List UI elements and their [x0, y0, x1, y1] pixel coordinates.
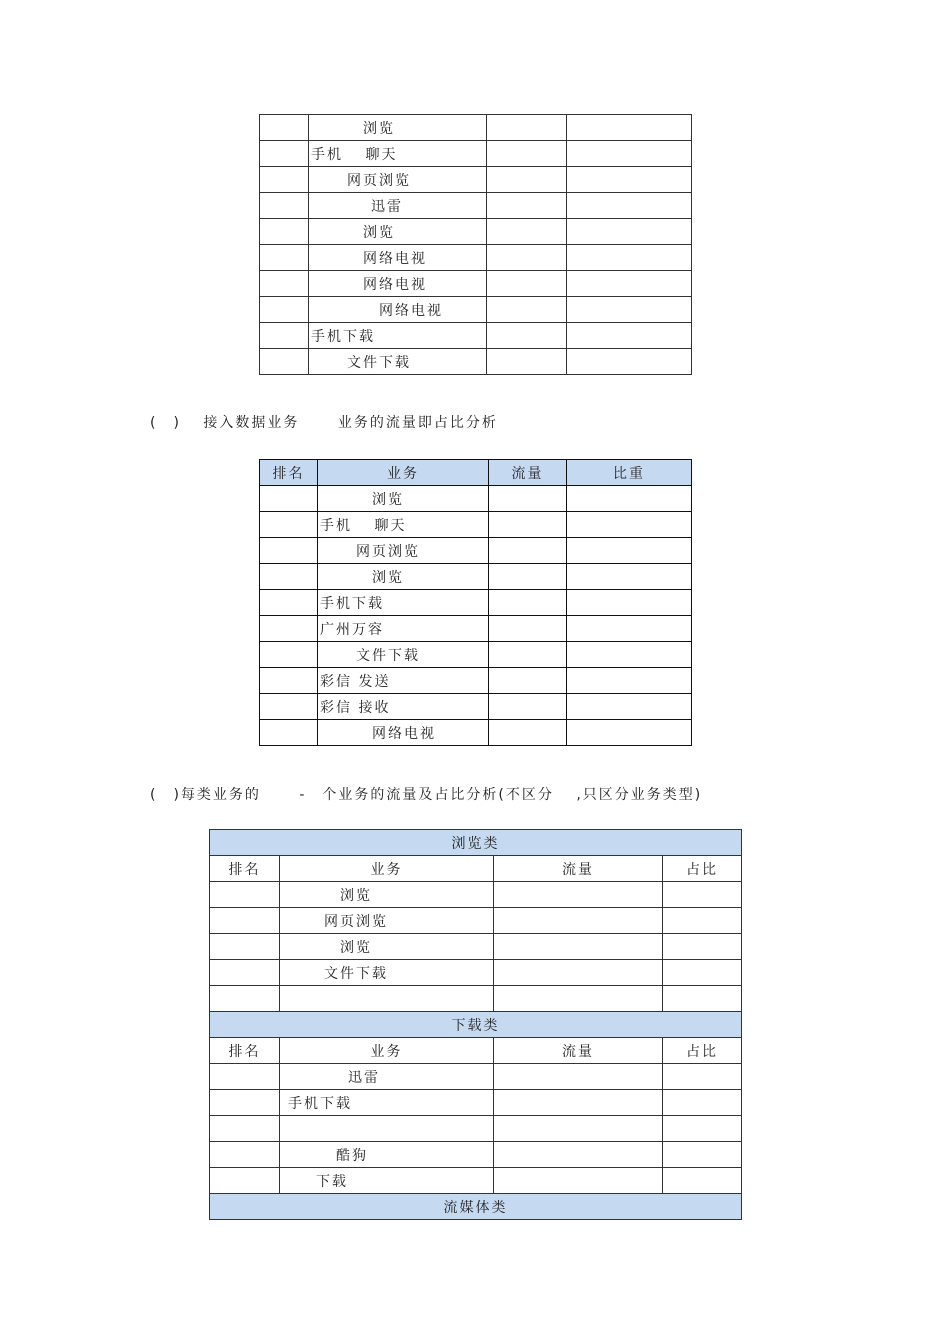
rank-cell — [260, 349, 309, 375]
traffic-cell — [489, 694, 567, 720]
share-cell — [663, 908, 742, 934]
service-table-continued — [259, 114, 692, 375]
traffic-cell — [489, 564, 567, 590]
rank-cell — [260, 668, 318, 694]
table-row — [260, 349, 692, 375]
table-row — [210, 1064, 742, 1090]
category-title: 浏览类 — [210, 830, 742, 856]
table-row — [210, 1142, 742, 1168]
service-cell: 浏览 — [318, 564, 489, 590]
rank-cell — [260, 115, 309, 141]
rank-cell — [260, 323, 309, 349]
share-cell — [663, 1090, 742, 1116]
traffic-cell — [487, 167, 567, 193]
rank-cell — [210, 908, 280, 934]
traffic-cell — [487, 193, 567, 219]
rank-cell — [260, 538, 318, 564]
service-cell: 网页浏览 — [280, 908, 494, 934]
share-cell — [567, 193, 692, 219]
rank-cell — [260, 616, 318, 642]
table-row — [260, 486, 692, 512]
header-service: 业务 — [280, 856, 494, 882]
header-share: 占比 — [663, 856, 742, 882]
traffic-cell — [487, 141, 567, 167]
table-header-row — [210, 1038, 742, 1064]
traffic-cell — [494, 1168, 663, 1194]
share-cell — [567, 694, 692, 720]
service-cell: 网页浏览 — [309, 167, 487, 193]
rank-cell — [260, 720, 318, 746]
traffic-cell — [489, 642, 567, 668]
rank-cell — [260, 590, 318, 616]
service-cell: 浏览 — [280, 934, 494, 960]
table-header-row — [260, 460, 692, 486]
service-cell: 文件下载 — [309, 349, 487, 375]
category-row — [210, 1012, 742, 1038]
table-row — [260, 668, 692, 694]
service-cell: 网络电视 — [309, 271, 487, 297]
share-cell — [663, 1142, 742, 1168]
share-cell — [567, 512, 692, 538]
traffic-cell — [489, 668, 567, 694]
table-row — [210, 986, 742, 1012]
header-rank: 排名 — [210, 856, 280, 882]
category-service-body — [210, 830, 742, 1220]
category-title: 流媒体类 — [210, 1194, 742, 1220]
share-cell — [567, 141, 692, 167]
share-cell — [663, 1064, 742, 1090]
service-cell: 酷狗 — [280, 1142, 494, 1168]
traffic-cell — [489, 590, 567, 616]
rank-cell — [210, 1142, 280, 1168]
table-row — [210, 1090, 742, 1116]
table-row — [260, 115, 692, 141]
section2-caption: ( ) 接入数据业务 业务的流量即占比分析 — [150, 415, 498, 431]
rank-cell — [210, 882, 280, 908]
service-cell: 网络电视 — [309, 245, 487, 271]
share-cell — [663, 986, 742, 1012]
table-row — [210, 1116, 742, 1142]
table-row — [260, 219, 692, 245]
table-row — [210, 934, 742, 960]
rank-cell — [210, 960, 280, 986]
rank-cell — [260, 193, 309, 219]
share-cell — [567, 297, 692, 323]
table-row — [260, 590, 692, 616]
traffic-cell — [494, 882, 663, 908]
share-cell — [567, 349, 692, 375]
service-cell: 浏览 — [309, 219, 487, 245]
rank-cell — [260, 694, 318, 720]
table-row — [260, 512, 692, 538]
data-service-ranking-table — [259, 459, 692, 746]
header-rank: 排名 — [260, 460, 318, 486]
header-service: 业务 — [318, 460, 489, 486]
category-row — [210, 1194, 742, 1220]
table-row — [260, 271, 692, 297]
rank-cell — [260, 141, 309, 167]
traffic-cell — [489, 486, 567, 512]
service-cell: 网页浏览 — [318, 538, 489, 564]
table-row — [260, 694, 692, 720]
traffic-cell — [494, 1064, 663, 1090]
header-traffic: 流量 — [494, 1038, 663, 1064]
service-cell: 网络电视 — [318, 720, 489, 746]
rank-cell — [260, 297, 309, 323]
share-cell — [567, 167, 692, 193]
header-service: 业务 — [280, 1038, 494, 1064]
service-cell: 手机 聊天 — [309, 141, 487, 167]
traffic-cell — [487, 115, 567, 141]
service-cell: 迅雷 — [280, 1064, 494, 1090]
header-traffic: 流量 — [494, 856, 663, 882]
rank-cell — [260, 167, 309, 193]
service-cell — [280, 1116, 494, 1142]
rank-cell — [260, 271, 309, 297]
share-cell — [567, 486, 692, 512]
category-title: 下载类 — [210, 1012, 742, 1038]
service-cell: 手机下载 — [309, 323, 487, 349]
table-row — [260, 564, 692, 590]
share-cell — [567, 590, 692, 616]
traffic-cell — [494, 986, 663, 1012]
category-service-table — [209, 829, 742, 1220]
rank-cell — [260, 245, 309, 271]
share-cell — [567, 642, 692, 668]
service-cell: 手机下载 — [318, 590, 489, 616]
share-cell — [663, 960, 742, 986]
service-cell: 手机下载 — [280, 1090, 494, 1116]
service-cell: 下载 — [280, 1168, 494, 1194]
rank-cell — [210, 1064, 280, 1090]
service-cell: 迅雷 — [309, 193, 487, 219]
section3-caption: ( )每类业务的 - 个业务的流量及占比分析(不区分 ,只区分业务类型) — [150, 787, 703, 803]
category-row — [210, 830, 742, 856]
traffic-cell — [487, 271, 567, 297]
table-row — [210, 908, 742, 934]
table-row — [260, 616, 692, 642]
rank-cell — [260, 642, 318, 668]
table-row — [260, 323, 692, 349]
traffic-cell — [494, 1116, 663, 1142]
rank-cell — [210, 934, 280, 960]
rank-cell — [210, 986, 280, 1012]
service-cell: 彩信 接收 — [318, 694, 489, 720]
traffic-cell — [494, 960, 663, 986]
table-row — [260, 297, 692, 323]
service-cell — [280, 986, 494, 1012]
share-cell — [567, 616, 692, 642]
share-cell — [567, 219, 692, 245]
traffic-cell — [487, 245, 567, 271]
rank-cell — [260, 219, 309, 245]
traffic-cell — [489, 720, 567, 746]
traffic-cell — [494, 934, 663, 960]
traffic-cell — [494, 908, 663, 934]
service-cell: 彩信 发送 — [318, 668, 489, 694]
table-row — [260, 167, 692, 193]
traffic-cell — [494, 1142, 663, 1168]
share-cell — [567, 271, 692, 297]
table-row — [260, 193, 692, 219]
share-cell — [663, 1168, 742, 1194]
traffic-cell — [489, 616, 567, 642]
traffic-cell — [487, 349, 567, 375]
service-cell: 浏览 — [309, 115, 487, 141]
header-rank: 排名 — [210, 1038, 280, 1064]
table-row — [260, 720, 692, 746]
share-cell — [567, 668, 692, 694]
traffic-cell — [489, 512, 567, 538]
service-cell: 手机 聊天 — [318, 512, 489, 538]
traffic-cell — [487, 219, 567, 245]
rank-cell — [260, 564, 318, 590]
traffic-cell — [494, 1090, 663, 1116]
table-row — [260, 141, 692, 167]
table-row — [260, 245, 692, 271]
table-row — [210, 1168, 742, 1194]
share-cell — [567, 538, 692, 564]
share-cell — [567, 245, 692, 271]
rank-cell — [260, 512, 318, 538]
table-row — [260, 538, 692, 564]
header-share: 比重 — [567, 460, 692, 486]
share-cell — [567, 564, 692, 590]
share-cell — [663, 934, 742, 960]
service-table-continued-body — [260, 115, 692, 375]
service-cell: 文件下载 — [280, 960, 494, 986]
share-cell — [567, 720, 692, 746]
traffic-cell — [489, 538, 567, 564]
rank-cell — [210, 1116, 280, 1142]
table-row — [210, 960, 742, 986]
service-cell: 浏览 — [318, 486, 489, 512]
data-service-ranking-body — [260, 486, 692, 746]
rank-cell — [260, 486, 318, 512]
rank-cell — [210, 1168, 280, 1194]
service-cell: 文件下载 — [318, 642, 489, 668]
traffic-cell — [487, 297, 567, 323]
table-row — [260, 642, 692, 668]
table-row — [210, 882, 742, 908]
traffic-cell — [487, 323, 567, 349]
share-cell — [567, 115, 692, 141]
header-share: 占比 — [663, 1038, 742, 1064]
service-cell: 浏览 — [280, 882, 494, 908]
service-cell: 广州万容 — [318, 616, 489, 642]
share-cell — [567, 323, 692, 349]
share-cell — [663, 882, 742, 908]
table-header-row — [210, 856, 742, 882]
header-traffic: 流量 — [489, 460, 567, 486]
share-cell — [663, 1116, 742, 1142]
rank-cell — [210, 1090, 280, 1116]
service-cell: 网络电视 — [309, 297, 487, 323]
